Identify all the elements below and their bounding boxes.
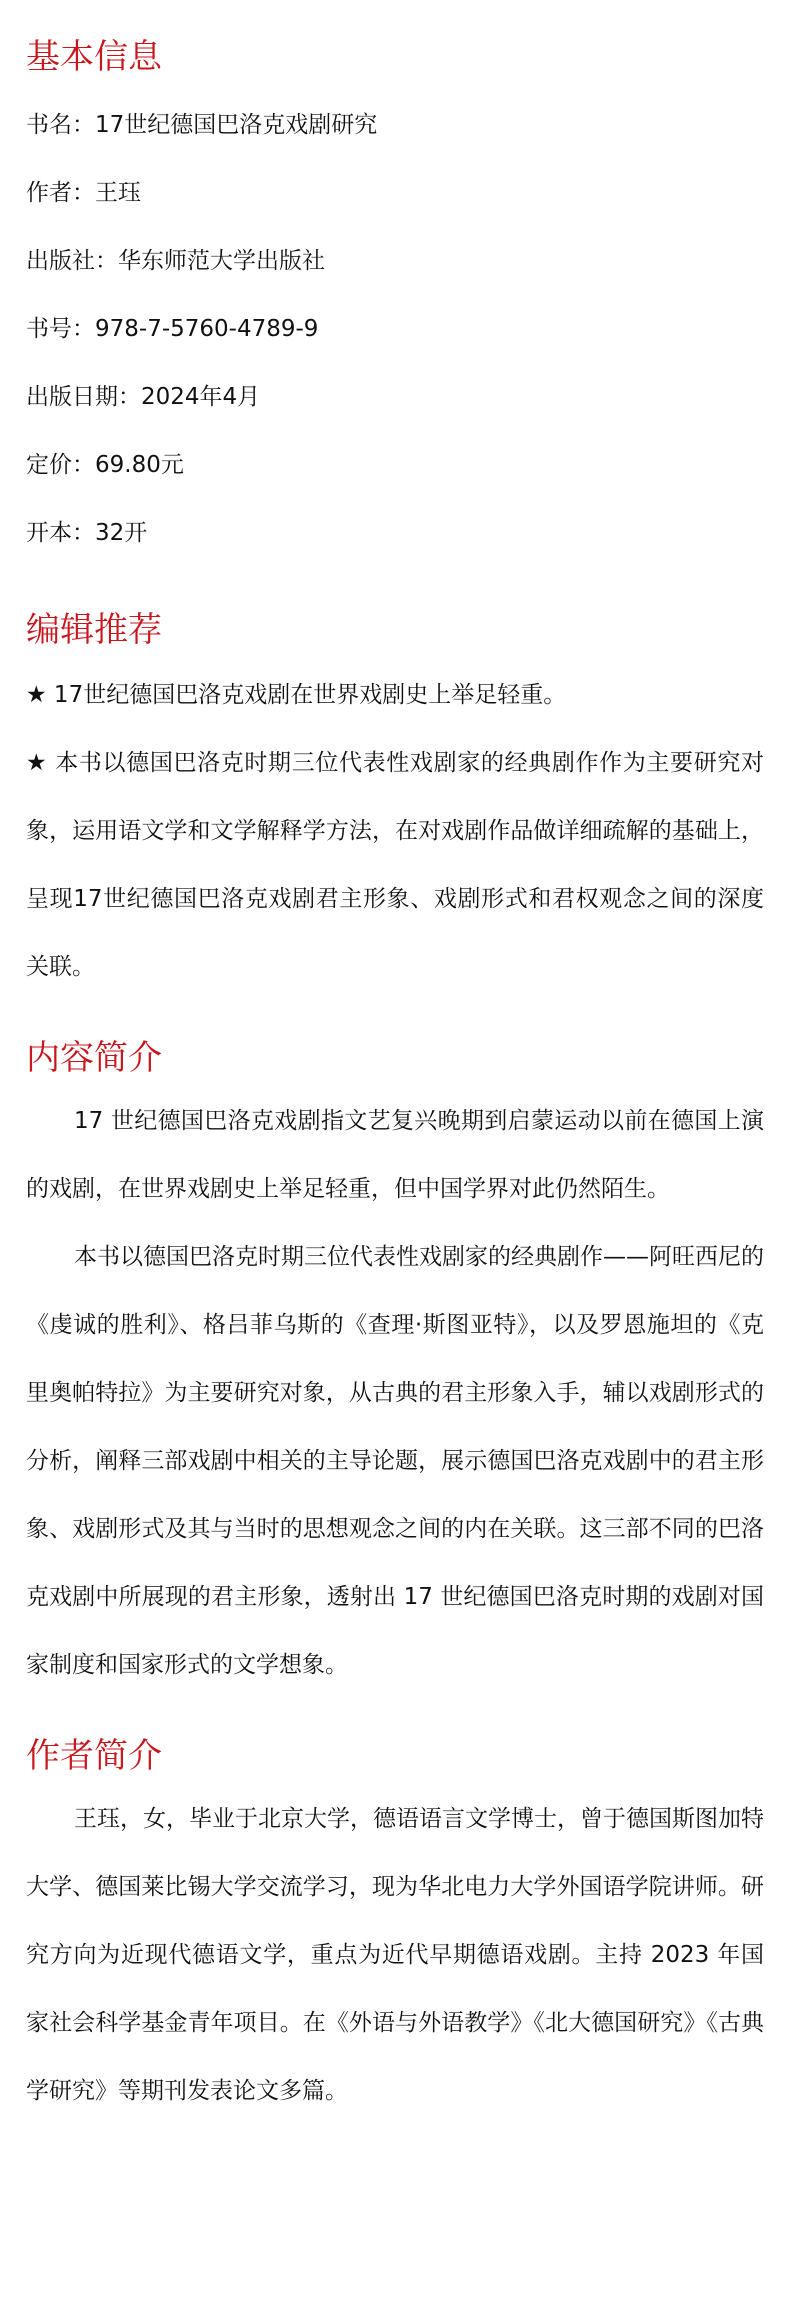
publish-date-line: 出版日期：2024年4月 bbox=[26, 384, 261, 410]
content-summary-heading: 内容简介 bbox=[26, 1038, 162, 1078]
basic-info-heading: 基本信息 bbox=[26, 37, 162, 77]
basic-info-section bbox=[26, 0, 764, 545]
content-summary-paragraph-2: 本书以德国巴洛克时期三位代表性戏剧家的经典剧作——阿旺西尼的《虔诚的胜利》、格吕菲乌斯的《查理·斯图亚特》，以及罗恩施坦的《克里奥帕特拉》为主要研究对象，从古典的君主形象入手，辅以戏剧形式的分析，阐释三部戏剧中相关的主导论题，展示德国巴洛克戏剧中的君主形象、戏剧形式及其与当时的思想观念之间的内在关联。这三部不同的巴洛克戏剧中所展现的君主形象，透射出 17 世纪德国巴洛克时期的戏剧对国家制度和国家形式的文学想象。 bbox=[26, 1244, 764, 1678]
book-title-line: 书名：17世纪德国巴洛克戏剧研究 bbox=[26, 112, 378, 138]
recommendation-point-1: ★ 17世纪德国巴洛克戏剧在世界戏剧史上举足轻重。 bbox=[26, 682, 567, 708]
price-line: 定价：69.80元 bbox=[26, 452, 184, 478]
format-line: 开本：32开 bbox=[26, 520, 148, 546]
editor-recommendation-section bbox=[26, 610, 764, 1001]
isbn-line: 书号：978-7-5760-4789-9 bbox=[26, 316, 319, 342]
author-intro-section bbox=[26, 1736, 764, 2125]
author-intro-paragraph: 王珏，女，毕业于北京大学，德语语言文学博士，曾于德国斯图加特大学、德国莱比锡大学交流学习，现为华北电力大学外国语学院讲师。研究方向为近现代德语文学，重点为近代早期德语戏剧。主持 2023 年国家社会科学基金青年项目。在《外语与外语教学》《北大德国研究》《古典学研究》等期刊发表论文多篇。 bbox=[26, 1806, 764, 2104]
content-summary-paragraph-1: 17 世纪德国巴洛克戏剧指文艺复兴晚期到启蒙运动以前在德国上演的戏剧，在世界戏剧史上举足轻重，但中国学界对此仍然陌生。 bbox=[26, 1108, 764, 1202]
publisher-line: 出版社：华东师范大学出版社 bbox=[26, 248, 325, 274]
content-summary-section bbox=[26, 1038, 764, 1699]
author-intro-heading: 作者简介 bbox=[26, 1736, 162, 1776]
recommendation-point-2: ★ 本书以德国巴洛克时期三位代表性戏剧家的经典剧作作为主要研究对象，运用语文学和文学解释学方法，在对戏剧作品做详细疏解的基础上，呈现17世纪德国巴洛克戏剧君主形象、戏剧形式和君权观念之间的深度关联。 bbox=[26, 750, 764, 980]
editor-recommendation-heading: 编辑推荐 bbox=[26, 610, 162, 650]
author-line: 作者：王珏 bbox=[26, 180, 141, 206]
